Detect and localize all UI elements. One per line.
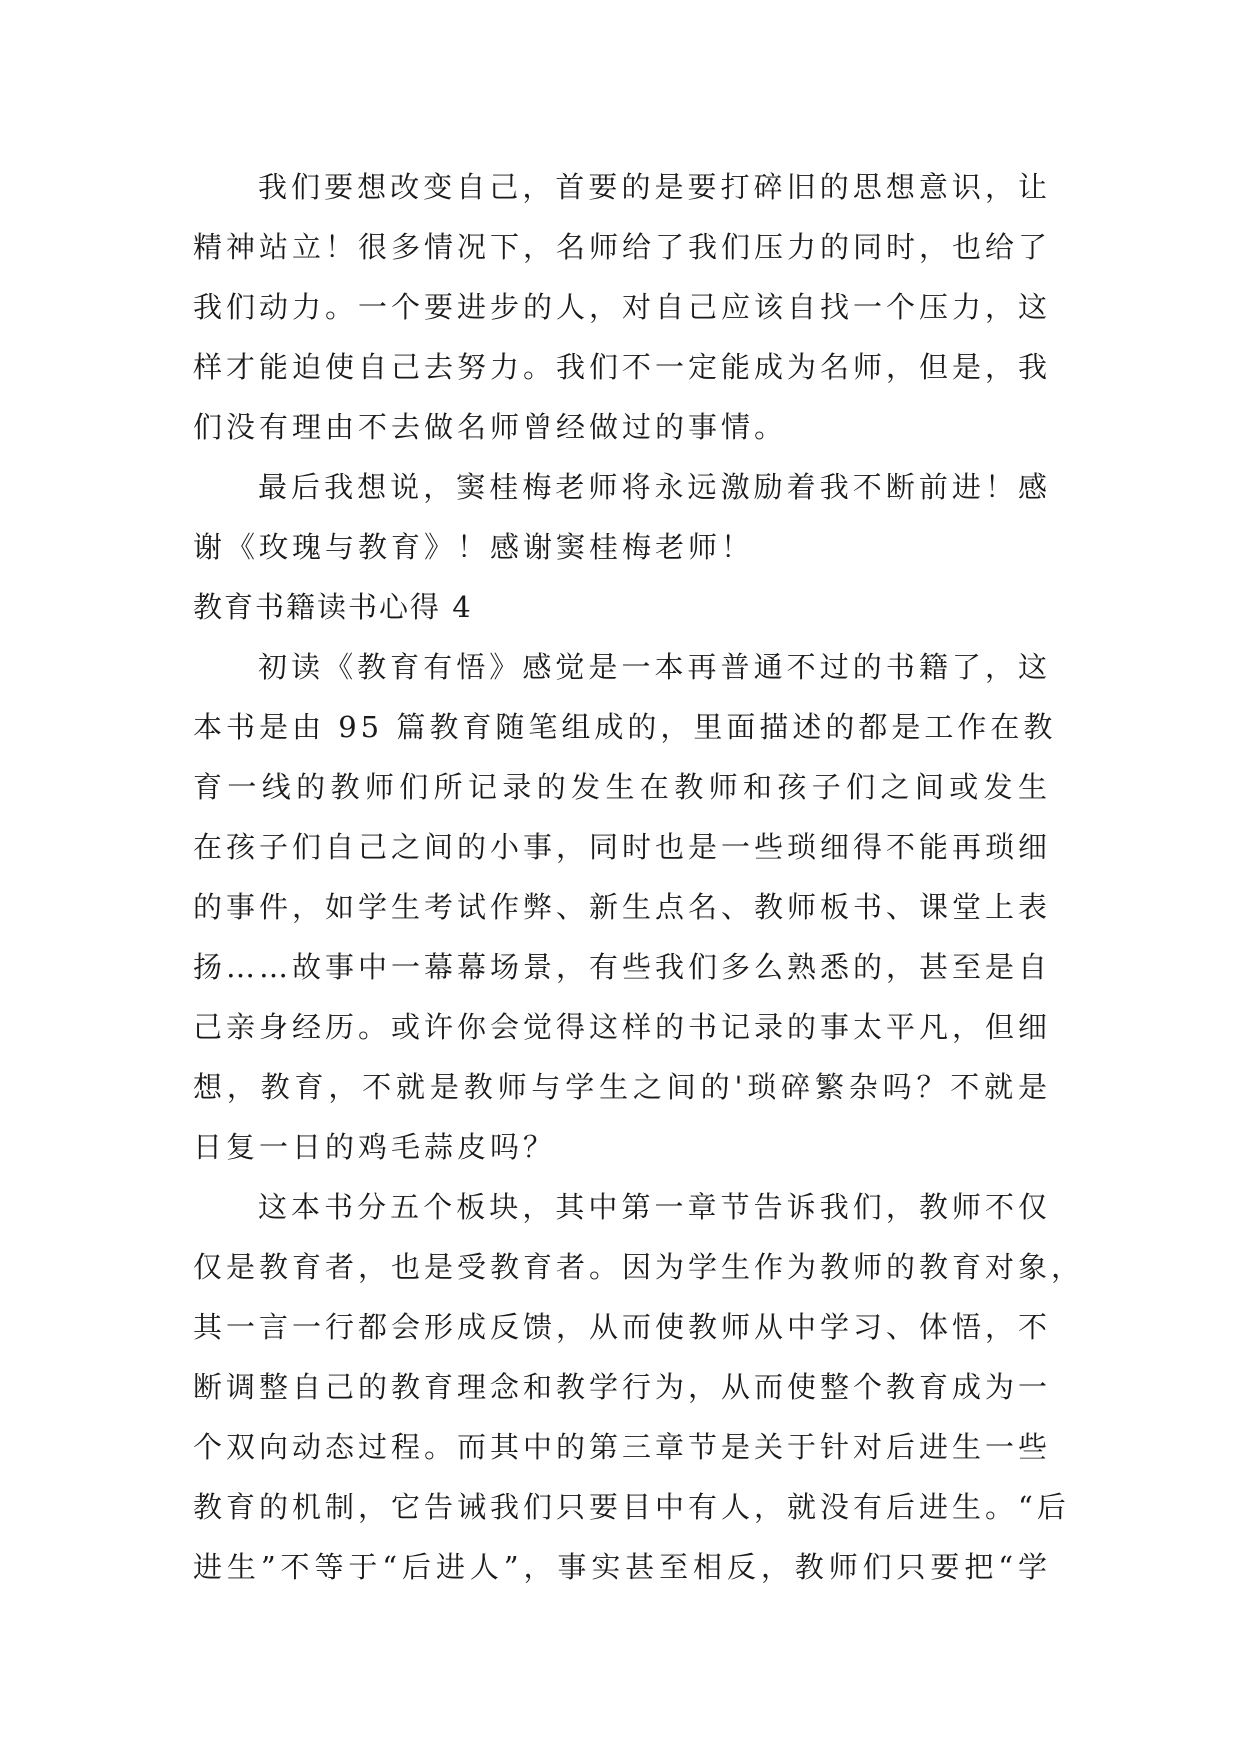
paragraph-3 [193, 637, 1057, 1177]
text-line: 谢《玫瑰与教育》！感谢窦桂梅老师！ [193, 530, 755, 564]
text-line: 个双向动态过程。而其中的第三章节是关于针对后进生一些 [193, 1430, 1052, 1464]
text-line: 样才能迫使自己去努力。我们不一定能成为名师，但是，我 [193, 350, 1052, 384]
text-line: 日复一日的鸡毛蒜皮吗？ [193, 1130, 557, 1164]
text-line: 在孩子们自己之间的小事，同时也是一些琐细得不能再琐细 [193, 830, 1052, 864]
text-line: 育一线的教师们所记录的发生在教师和孩子们之间或发生 [193, 770, 1051, 804]
text-line: 的事件，如学生考试作弊、新生点名、教师板书、课堂上表 [193, 890, 1052, 924]
section-heading [193, 577, 1051, 637]
text-line: 们没有理由不去做名师曾经做过的事情。 [193, 410, 788, 444]
text-line: 想，教育，不就是教师与学生之间的'琐碎繁杂吗？不就是 [193, 1070, 1051, 1104]
text-line: 最后我想说，窦桂梅老师将永远激励着我不断前进！感 [258, 470, 1051, 504]
text-line: 这本书分五个板块，其中第一章节告诉我们，教师不仅 [258, 1190, 1051, 1224]
text-line: 其一言一行都会形成反馈，从而使教师从中学习、体悟，不 [193, 1310, 1052, 1344]
text-line: 仅是教育者，也是受教育者。因为学生作为教师的教育对象， [193, 1250, 1085, 1284]
text-line: 己亲身经历。或许你会觉得这样的书记录的事太平凡，但细 [193, 1010, 1052, 1044]
text-line: 教育的机制，它告诫我们只要目中有人，就没有后进生。“后 [193, 1490, 1070, 1524]
text-line: 断调整自己的教育理念和教学行为，从而使整个教育成为一 [193, 1370, 1052, 1404]
paragraph-1 [193, 157, 1051, 457]
text-line: 精神站立！很多情况下，名师给了我们压力的同时，也给了 [193, 230, 1052, 264]
text-line: 我们动力。一个要进步的人，对自己应该自找一个压力，这 [193, 290, 1052, 324]
paragraph-4 [193, 1177, 1085, 1597]
text-line: 我们要想改变自己，首要的是要打碎旧的思想意识，让 [258, 170, 1051, 204]
section-heading-text: 教育书籍读书心得 4 [193, 590, 473, 624]
text-line: 初读《教育有悟》感觉是一本再普通不过的书籍了，这 [258, 650, 1051, 684]
text-line: 本书是由 95 篇教育随笔组成的，里面描述的都是工作在教 [193, 710, 1057, 744]
paragraph-2 [193, 457, 1051, 577]
text-line: 进生”不等于“后进人”，事实甚至相反，教师们只要把“学 [193, 1550, 1051, 1584]
document-body [193, 157, 1085, 1597]
text-line: 扬……故事中一幕幕场景，有些我们多么熟悉的，甚至是自 [193, 950, 1052, 984]
